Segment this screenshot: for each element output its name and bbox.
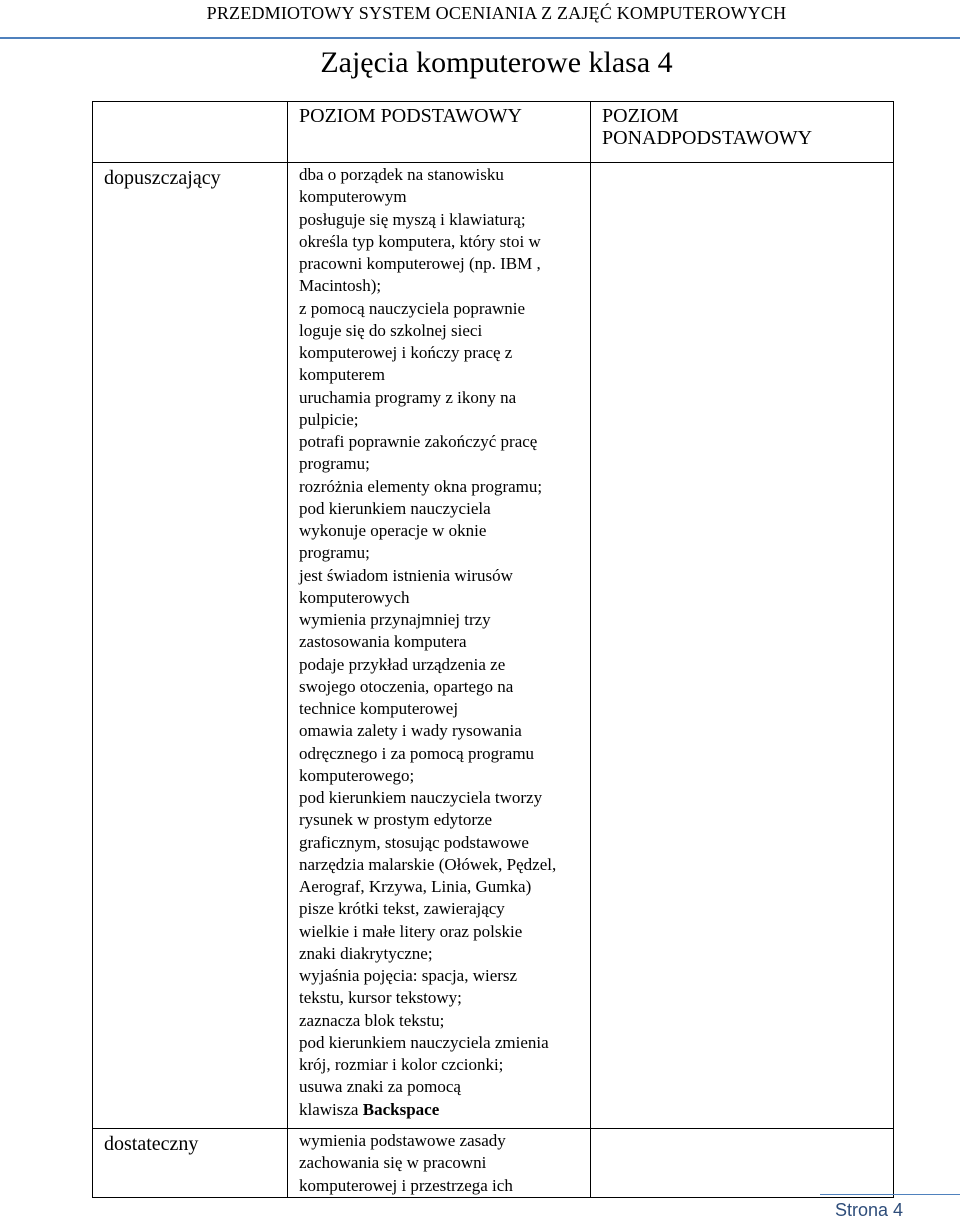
criteria-line: znaki diakrytyczne;	[299, 943, 433, 963]
criteria-line: wielkie i małe litery oraz polskie	[299, 921, 523, 941]
criteria-line: pulpicie;	[299, 409, 359, 429]
basic-criteria-cell	[288, 1129, 591, 1198]
document-title: Zajęcia komputerowe klasa 4	[320, 46, 673, 79]
header-advanced-label: POZIOM PONADPODSTAWOWY	[602, 105, 813, 149]
criteria-line: komputerowej i przestrzega ich	[299, 1175, 513, 1195]
criteria-line: pod kierunkiem nauczyciela tworzy	[299, 788, 543, 807]
criteria-line: wymienia podstawowe zasady	[299, 1131, 506, 1150]
advanced-criteria-cell	[591, 1129, 894, 1198]
criteria-line: zastosowania komputera	[299, 632, 467, 652]
criteria-line: komputerem	[299, 365, 385, 385]
criteria-line: narzędzia malarskie (Ołówek, Pędzel,	[299, 854, 557, 874]
table-row	[93, 1129, 894, 1198]
criteria-line: programu;	[299, 543, 370, 563]
criteria-line: posługuje się myszą i klawiaturą;	[299, 209, 526, 229]
header-cell-basic	[288, 102, 591, 163]
criteria-line: zaznacza blok tekstu;	[299, 1010, 445, 1030]
level-cell	[93, 1129, 288, 1198]
criteria-line: swojego otoczenia, opartego na	[299, 676, 514, 696]
basic-criteria-text	[299, 1129, 590, 1197]
criteria-line: komputerowej i kończy pracę z	[299, 343, 513, 362]
criteria-line: zachowania się w pracowni	[299, 1153, 487, 1173]
level-label: dopuszczający	[104, 167, 221, 189]
page-number: Strona 4	[834, 1200, 903, 1220]
criteria-line	[299, 1099, 590, 1121]
criteria-line: rysunek w prostym edytorze	[299, 810, 493, 830]
header-cell-level	[93, 102, 288, 163]
criteria-line: uruchamia programy z ikony na	[299, 387, 517, 407]
criteria-line: usuwa znaki za pomocą	[299, 1077, 461, 1097]
criteria-line: pisze krótki tekst, zawierający	[299, 899, 505, 919]
criteria-line: dba o porządek na stanowisku	[299, 165, 504, 184]
criteria-line: loguje się do szkolnej sieci	[299, 320, 483, 340]
criteria-line: komputerowych	[299, 587, 410, 607]
criteria-line: Aerograf, Krzywa, Linia, Gumka)	[299, 877, 532, 896]
criteria-line: tekstu, kursor tekstowy;	[299, 988, 462, 1008]
criteria-line: rozróżnia elementy okna programu;	[299, 476, 543, 496]
criteria-line: komputerowym	[299, 187, 407, 207]
basic-criteria-cell	[288, 163, 591, 1129]
level-cell	[93, 163, 288, 1129]
criteria-line: krój, rozmiar i kolor czcionki;	[299, 1055, 504, 1074]
backspace-key-name: Backspace	[362, 1099, 440, 1119]
criteria-line: potrafi poprawnie zakończyć pracę	[299, 432, 538, 451]
criteria-line: pod kierunkiem nauczyciela	[299, 498, 491, 518]
page-header	[0, 0, 960, 40]
table-header-row	[93, 102, 894, 163]
criteria-line: komputerowego;	[299, 765, 415, 785]
header-cell-advanced	[591, 102, 894, 163]
criteria-line: graficznym, stosując podstawowe	[299, 832, 529, 852]
criteria-line: wyjaśnia pojęcia: spacja, wiersz	[299, 966, 518, 985]
footer-rule	[820, 1194, 960, 1195]
criteria-line: odręcznego i za pomocą programu	[299, 743, 535, 763]
criteria-line: określa typ komputera, który stoi w	[299, 231, 541, 251]
grading-table	[92, 101, 894, 1198]
level-label: dostateczny	[104, 1133, 199, 1155]
criteria-line: omawia zalety i wady rysowania	[299, 721, 522, 741]
criteria-line: pod kierunkiem nauczyciela zmienia	[299, 1032, 549, 1052]
criteria-line: technice komputerowej	[299, 699, 459, 718]
criteria-line: podaje przykład urządzenia ze	[299, 654, 506, 674]
criteria-line: jest świadom istnienia wirusów	[299, 565, 513, 585]
basic-criteria-text	[299, 163, 590, 1121]
advanced-criteria-cell	[591, 163, 894, 1129]
criteria-line: wymienia przynajmniej trzy	[299, 610, 491, 629]
header-rule	[0, 37, 960, 39]
table-row	[93, 163, 894, 1129]
criteria-line: programu;	[299, 454, 370, 474]
criteria-line: wykonuje operacje w oknie	[299, 521, 487, 540]
criteria-line: pracowni komputerowej (np. IBM ,	[299, 254, 541, 273]
running-title: PRZEDMIOTOWY SYSTEM OCENIANIA Z ZAJĘĆ KOMPUTEROWYCH	[206, 3, 787, 23]
criteria-line: z pomocą nauczyciela poprawnie	[299, 298, 526, 318]
header-basic-label: POZIOM PODSTAWOWY	[299, 105, 522, 127]
criteria-line: Macintosh);	[299, 276, 382, 296]
criteria-line-prefix: klawisza	[299, 1099, 363, 1119]
